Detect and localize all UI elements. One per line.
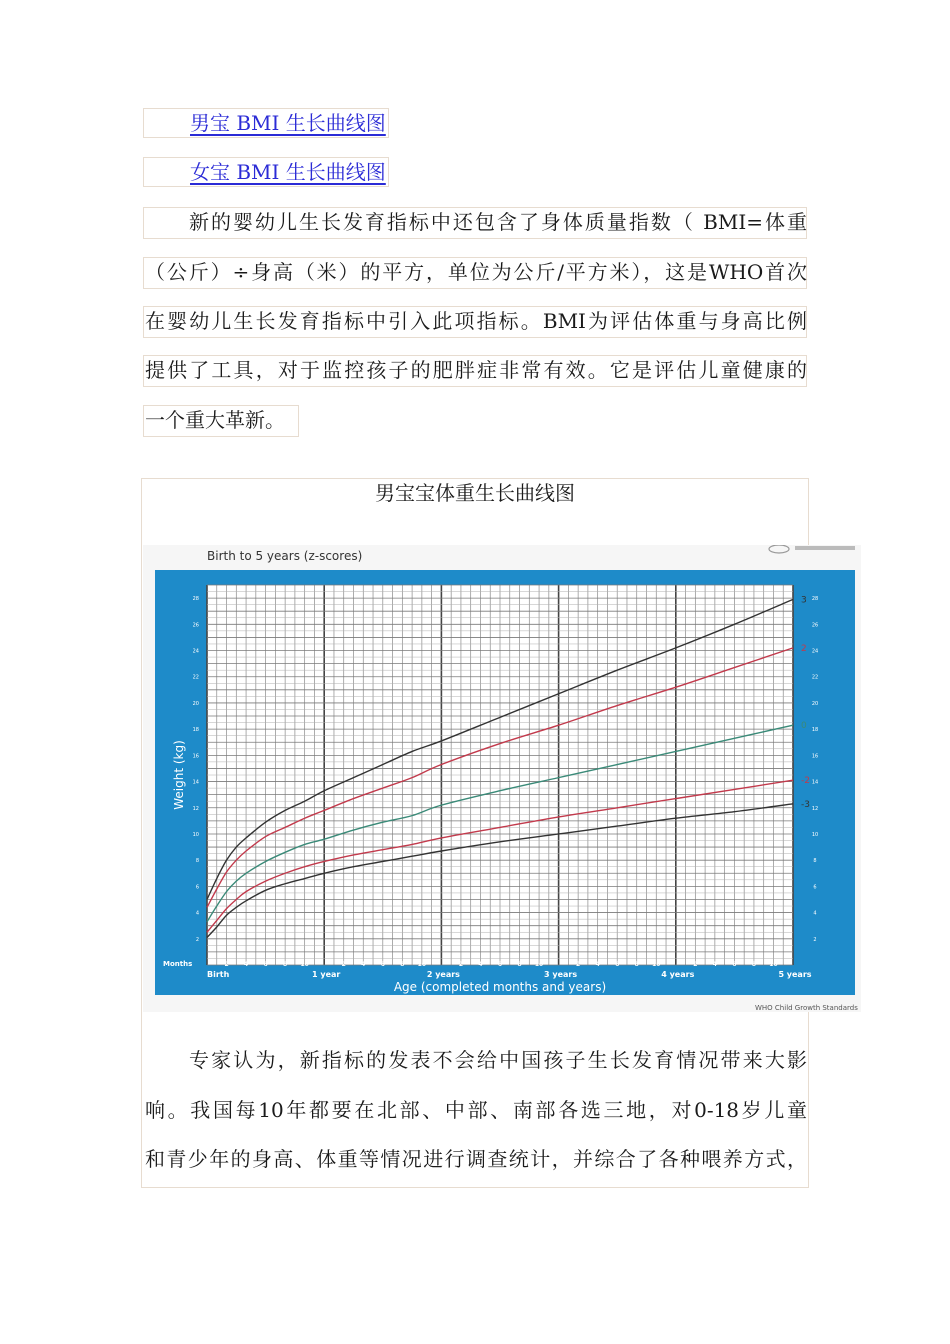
month-tick-label: 2 [576, 961, 581, 968]
para1-line: （公斤）÷身高（米）的平方，单位为公斤/平方米），这是WHO首次 [145, 260, 807, 284]
curve-label: 3 [801, 595, 807, 606]
y-tick-label: 2 [195, 936, 199, 943]
month-tick-label: 10 [417, 961, 427, 968]
y-tick-label: 26 [192, 622, 199, 629]
month-tick-label: 6 [615, 961, 620, 968]
y-tick-label-right: 28 [811, 596, 819, 603]
month-tick-label: 4 [361, 961, 366, 968]
curve-label: -2 [801, 776, 810, 787]
chart-title: Birth to 5 years (z-scores) [207, 549, 363, 563]
month-tick-label: 8 [283, 961, 288, 968]
month-tick-label: 8 [751, 961, 757, 968]
year-tick-label: 5 years [778, 970, 812, 979]
month-tick-label: 4 [595, 961, 600, 968]
y-tick-label-right: 20 [811, 700, 819, 707]
y-tick-label: 8 [195, 858, 199, 865]
month-tick-label: 6 [263, 961, 268, 968]
para1-line: 提供了工具，对于监控孩子的肥胖症非常有效。它是评估儿童健康的 [145, 358, 807, 382]
girl-bmi-chart-link[interactable]: 女宝 BMI 生长曲线图 [190, 160, 386, 184]
y-tick-label: 24 [192, 648, 199, 655]
para2-line: 专家认为，新指标的发表不会给中国孩子生长发育情况带来大影 [189, 1048, 807, 1072]
y-tick-label-right: 14 [811, 779, 819, 786]
para1-line: 一个重大革新。 [145, 408, 285, 432]
who-logo-icon [769, 545, 855, 553]
year-tick-label: Birth [207, 970, 230, 979]
month-tick-label: 2 [224, 961, 229, 968]
curve-label: -3 [801, 799, 810, 810]
para1-line: 在婴幼儿生长发育指标中引入此项指标。BMI为评估体重与身高比例 [145, 309, 807, 333]
chart-footer: WHO Child Growth Standards [755, 1004, 858, 1012]
y-tick-label: 10 [192, 831, 199, 838]
year-tick-label: 1 year [312, 970, 341, 979]
y-tick-label-right: 16 [811, 753, 819, 760]
y-tick-label: 14 [192, 779, 199, 786]
y-tick-label: 12 [192, 805, 199, 812]
boy-bmi-chart-link[interactable]: 男宝 BMI 生长曲线图 [190, 111, 386, 135]
figure-caption: 男宝宝体重生长曲线图 [375, 481, 575, 505]
y-tick-label-right: 22 [811, 674, 819, 681]
para1-line: 新的婴幼儿生长发育指标中还包含了身体质量指数（ BMI=体重 [189, 210, 807, 234]
weight-for-age-chart [143, 545, 861, 1012]
y-tick-label-right: 4 [813, 910, 817, 917]
year-tick-label: 2 years [426, 970, 460, 979]
month-tick-label: 10 [769, 961, 778, 968]
month-tick-label: 4 [712, 961, 717, 968]
y-tick-label-right: 12 [811, 805, 819, 812]
y-tick-label-right: 8 [813, 858, 817, 865]
month-tick-label: 4 [243, 961, 249, 968]
month-tick-label: 8 [517, 961, 522, 968]
y-tick-label-right: 18 [811, 727, 819, 734]
month-tick-label: 4 [478, 961, 483, 968]
y-tick-label-right: 26 [811, 622, 819, 629]
month-tick-label: 6 [497, 961, 503, 968]
month-tick-label: 8 [400, 961, 405, 968]
y-tick-label: 4 [195, 910, 199, 917]
y-axis-label: Weight (kg) [172, 740, 186, 810]
month-tick-label: 6 [732, 961, 737, 968]
y-tick-label: 22 [192, 674, 199, 681]
month-tick-label: 10 [300, 961, 309, 968]
y-tick-label: 18 [192, 727, 199, 734]
curve-label: 2 [801, 643, 807, 654]
month-tick-label: 6 [380, 961, 385, 968]
year-tick-label: 4 years [661, 970, 695, 979]
y-tick-label: 20 [192, 700, 199, 707]
y-tick-label: 6 [195, 884, 199, 891]
chart-svg [143, 545, 861, 1012]
month-tick-label: 2 [341, 961, 346, 968]
months-label: Months [163, 960, 193, 968]
y-tick-label-right: 24 [811, 648, 819, 655]
y-tick-label: 28 [192, 596, 199, 603]
link-row-girl-bmi [143, 157, 389, 187]
month-tick-label: 2 [693, 961, 698, 968]
curve-label: 0 [801, 721, 807, 732]
y-tick-label-right: 2 [813, 936, 817, 943]
link-row-boy-bmi [143, 108, 389, 138]
month-tick-label: 2 [458, 961, 464, 968]
month-tick-label: 8 [634, 961, 639, 968]
month-tick-label: 10 [652, 961, 661, 968]
y-tick-label-right: 6 [813, 884, 817, 891]
para2-line: 响。我国每10年都要在北部、中部、南部各选三地，对0-18岁儿童 [145, 1098, 807, 1122]
grid-lines [207, 585, 793, 965]
x-axis-label: Age (completed months and years) [393, 980, 607, 994]
para2-line: 和青少年的身高、体重等情况进行调查统计，并综合了各种喂养方式， [145, 1147, 807, 1171]
year-tick-label: 3 years [544, 970, 578, 979]
y-tick-label-right: 10 [811, 831, 819, 838]
month-tick-label: 10 [534, 961, 544, 968]
y-tick-label: 16 [192, 753, 199, 760]
